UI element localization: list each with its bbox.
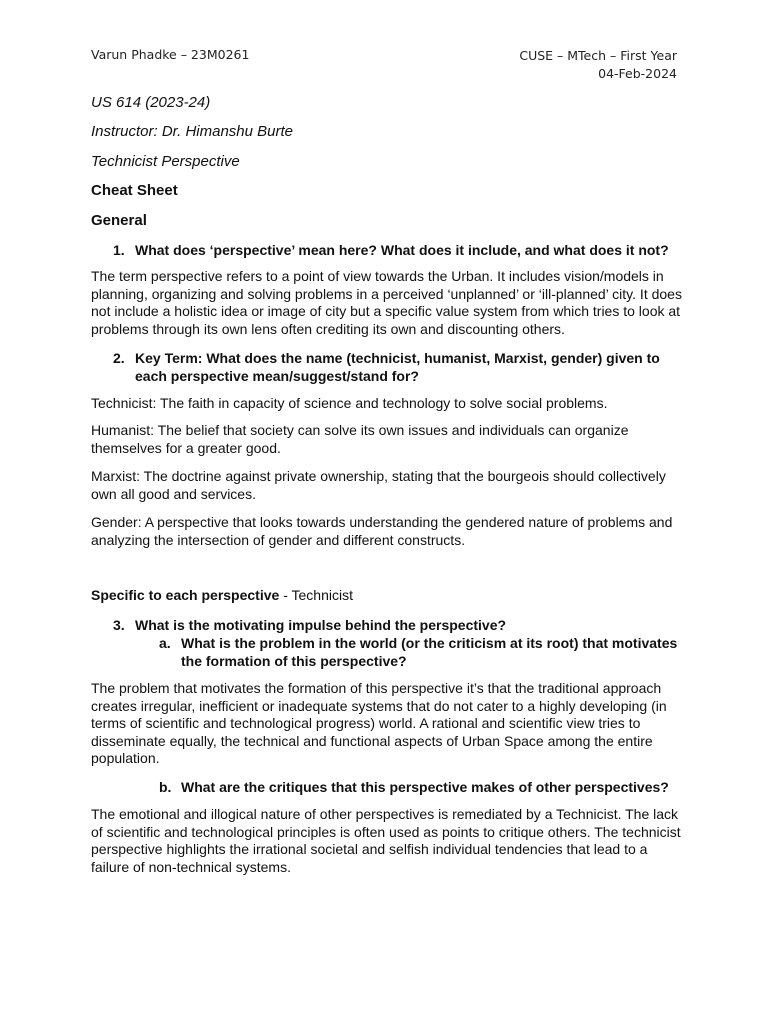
program-date-header	[519, 47, 677, 83]
course-code: US 614 (2023-24)	[91, 94, 211, 111]
specific-heading-bold: Specific to each perspective	[91, 587, 280, 603]
technicist-definition	[91, 395, 683, 413]
answer-line: The problem that motivates the formation of this perspective it’s that the traditional approach	[91, 680, 662, 696]
gender-definition	[91, 514, 683, 549]
question-3	[113, 616, 507, 634]
answer-3a	[91, 680, 683, 768]
question-3a-label: a.	[159, 635, 171, 651]
question-3b-text: What are the critiques that this perspective makes of other perspectives?	[181, 779, 669, 795]
question-3a	[159, 634, 678, 670]
general-heading: General	[91, 212, 147, 229]
answer-line: failure of non-technical systems.	[91, 858, 291, 875]
answer-line: of scientific and technological principles is often used as points to critique others. The technicist	[91, 823, 681, 840]
question-1-number: 1.	[113, 242, 125, 258]
answer-line: creates irregular, inefficient or inadequate systems that do not cater to a highly developing (in	[91, 697, 667, 714]
definition-line: own all good and services.	[91, 485, 256, 502]
answer-line: The emotional and illogical nature of other perspectives is remediated by a Technicist. The lack	[91, 806, 679, 822]
answer-line: disseminate equally, the technical and functional aspects of Urban Space among the entire	[91, 732, 653, 749]
question-3a-text: What is the problem in the world (or the criticism at its root) that motivates	[181, 635, 678, 651]
definition-line: analyzing the intersection of gender and different constructs.	[91, 531, 466, 548]
definition-line: themselves for a greater good.	[91, 439, 281, 456]
definition-line: Technicist: The faith in capacity of science and technology to solve social problems.	[91, 395, 608, 411]
definition-line: Marxist: The doctrine against private ownership, stating that the bourgeois should collectively	[91, 468, 666, 484]
question-2-text: each perspective mean/suggest/stand for?	[135, 368, 419, 384]
author-header: Varun Phadke – 23M0261	[91, 47, 250, 62]
answer-line: population.	[91, 750, 160, 766]
specific-heading	[91, 587, 353, 603]
program-header: CUSE – MTech – First Year	[519, 48, 677, 63]
definition-line: Humanist: The belief that society can solve its own issues and individuals can organize	[91, 422, 629, 438]
answer-line: perspective highlights the irrational societal and selfish individual tendencies that lead to a	[91, 841, 648, 857]
question-1-text: What does ‘perspective’ mean here? What does it include, and what does it not?	[135, 242, 669, 258]
humanist-definition	[91, 422, 683, 457]
answer-line: problems through its own lens often crediting its own and discounting others.	[91, 320, 565, 337]
answer-1	[91, 268, 683, 338]
definition-line: Gender: A perspective that looks towards understanding the gendered nature of problems and	[91, 514, 673, 530]
answer-line: terms of scientific and technological progress) world. A rational and scientific view tries to	[91, 715, 641, 731]
question-3a-text: the formation of this perspective?	[181, 653, 407, 669]
question-3-number: 3.	[113, 617, 125, 633]
marxist-definition	[91, 468, 683, 503]
question-2-number: 2.	[113, 350, 125, 366]
question-3b	[159, 778, 669, 796]
answer-line: planning, organizing and solving problems in a perceived ‘unplanned’ or ‘ill-planned’ city. It does	[91, 285, 682, 302]
cheat-sheet-heading: Cheat Sheet	[91, 182, 178, 199]
answer-3b	[91, 806, 683, 876]
question-1	[113, 241, 669, 259]
specific-heading-suffix: - Technicist	[279, 587, 353, 603]
instructor-name: Instructor: Dr. Himanshu Burte	[91, 123, 294, 140]
question-2-text: Key Term: What does the name (technicist, humanist, Marxist, gender) given to	[135, 350, 660, 366]
question-3-text: What is the motivating impulse behind the perspective?	[135, 617, 507, 633]
topic-title: Technicist Perspective	[91, 153, 240, 170]
answer-line: not include a holistic idea or image of city but a specific value system from which tries to look at	[91, 303, 681, 319]
question-3b-label: b.	[159, 779, 172, 795]
question-2	[113, 349, 660, 385]
answer-line: The term perspective refers to a point of view towards the Urban. It includes vision/models in	[91, 268, 664, 284]
date-header: 04-Feb-2024	[598, 66, 677, 81]
